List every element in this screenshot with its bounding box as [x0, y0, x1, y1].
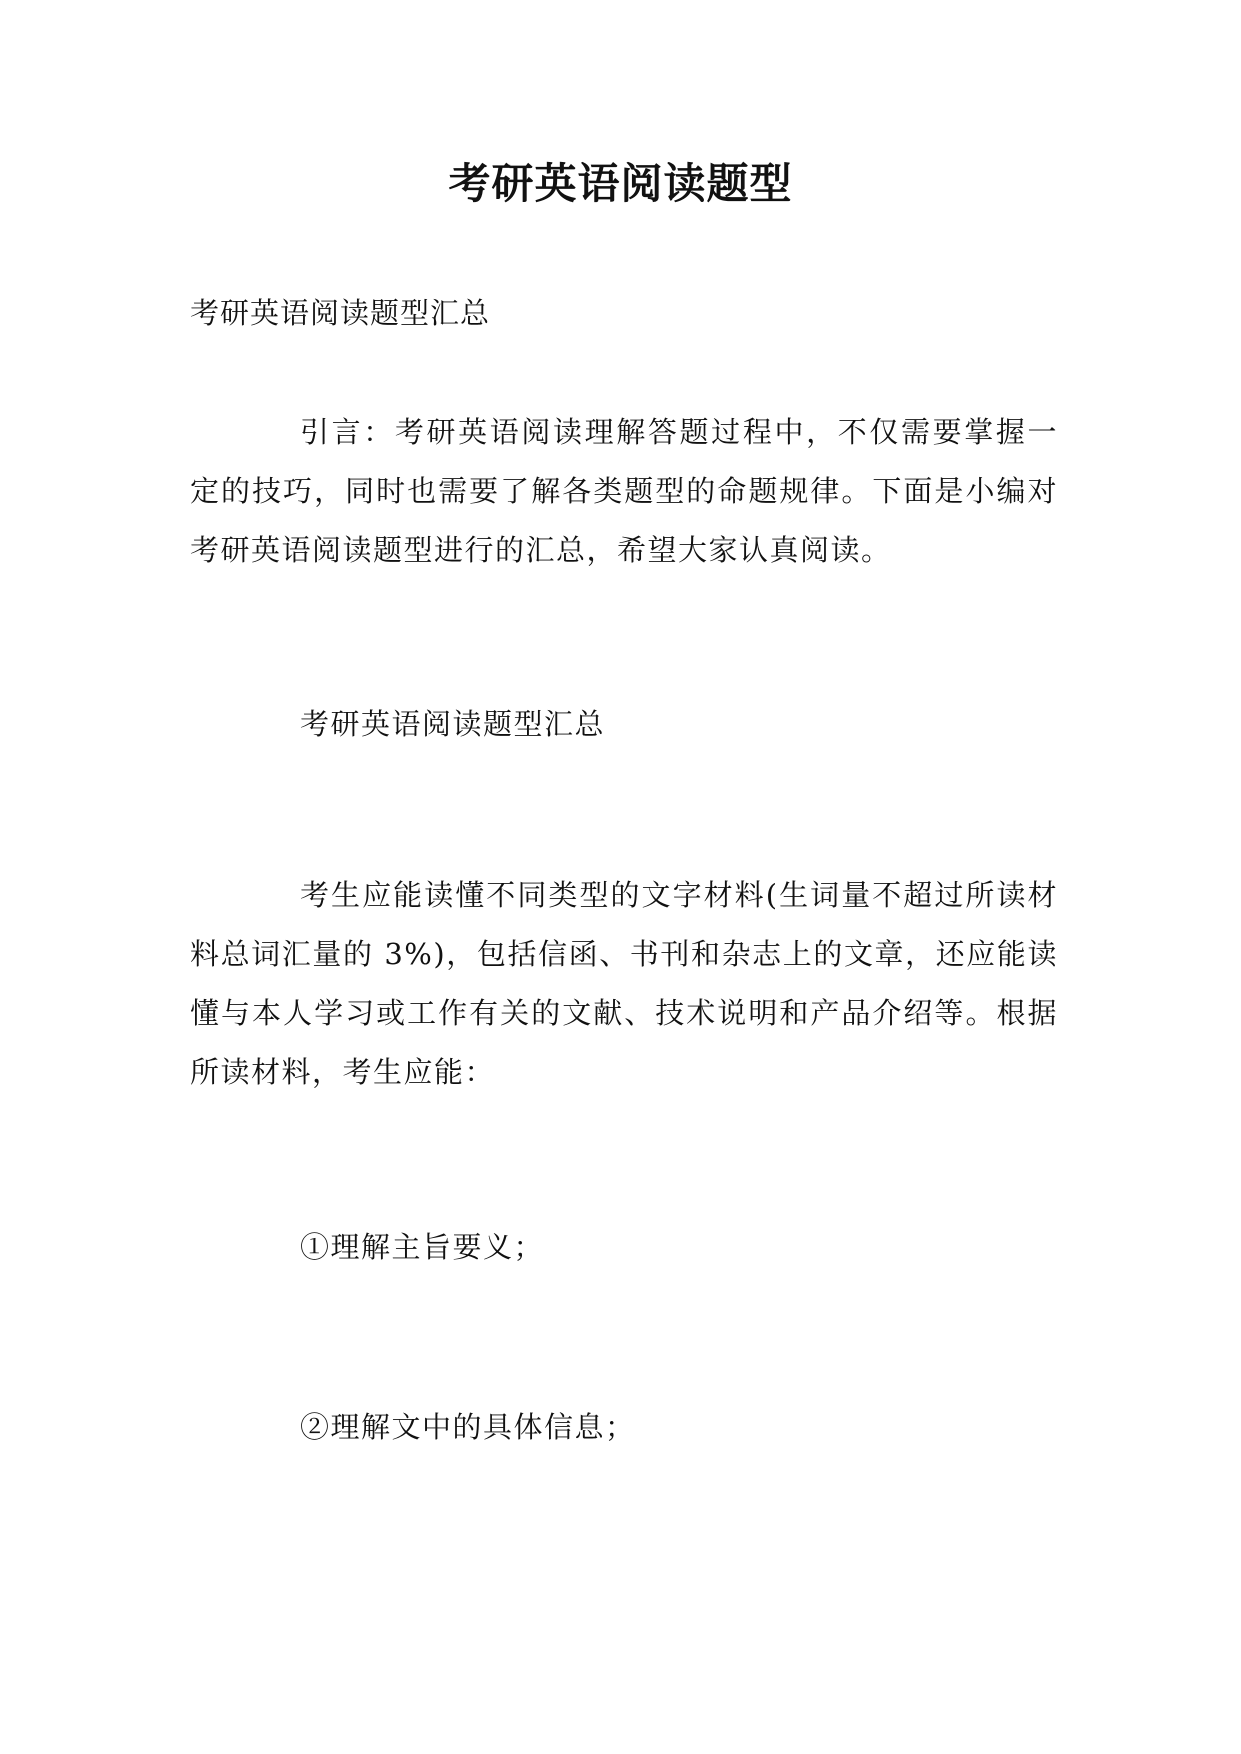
document-title: 考研英语阅读题型: [448, 159, 793, 208]
list-item: ①理解主旨要义；: [300, 1230, 545, 1264]
document-subtitle: 考研英语阅读题型汇总: [190, 296, 491, 330]
section-heading-paragraph: 考研英语阅读题型汇总: [300, 707, 606, 741]
list-item: ②理解文中的具体信息；: [300, 1410, 636, 1444]
requirements-paragraph: 考生应能读懂不同类型的文字材料(生词量不超过所读材料总词汇量的 3%)，包括信函、书刊和杂志上的文章，还应能读懂与本人学习或工作有关的文献、技术说明和产品介绍等。根据所读材料，考生应能：: [190, 878, 1058, 1089]
intro-paragraph: 引言：考研英语阅读理解答题过程中，不仅需要掌握一定的技巧，同时也需要了解各类题型的命题规律。下面是小编对考研英语阅读题型进行的汇总，希望大家认真阅读。: [190, 415, 1058, 567]
